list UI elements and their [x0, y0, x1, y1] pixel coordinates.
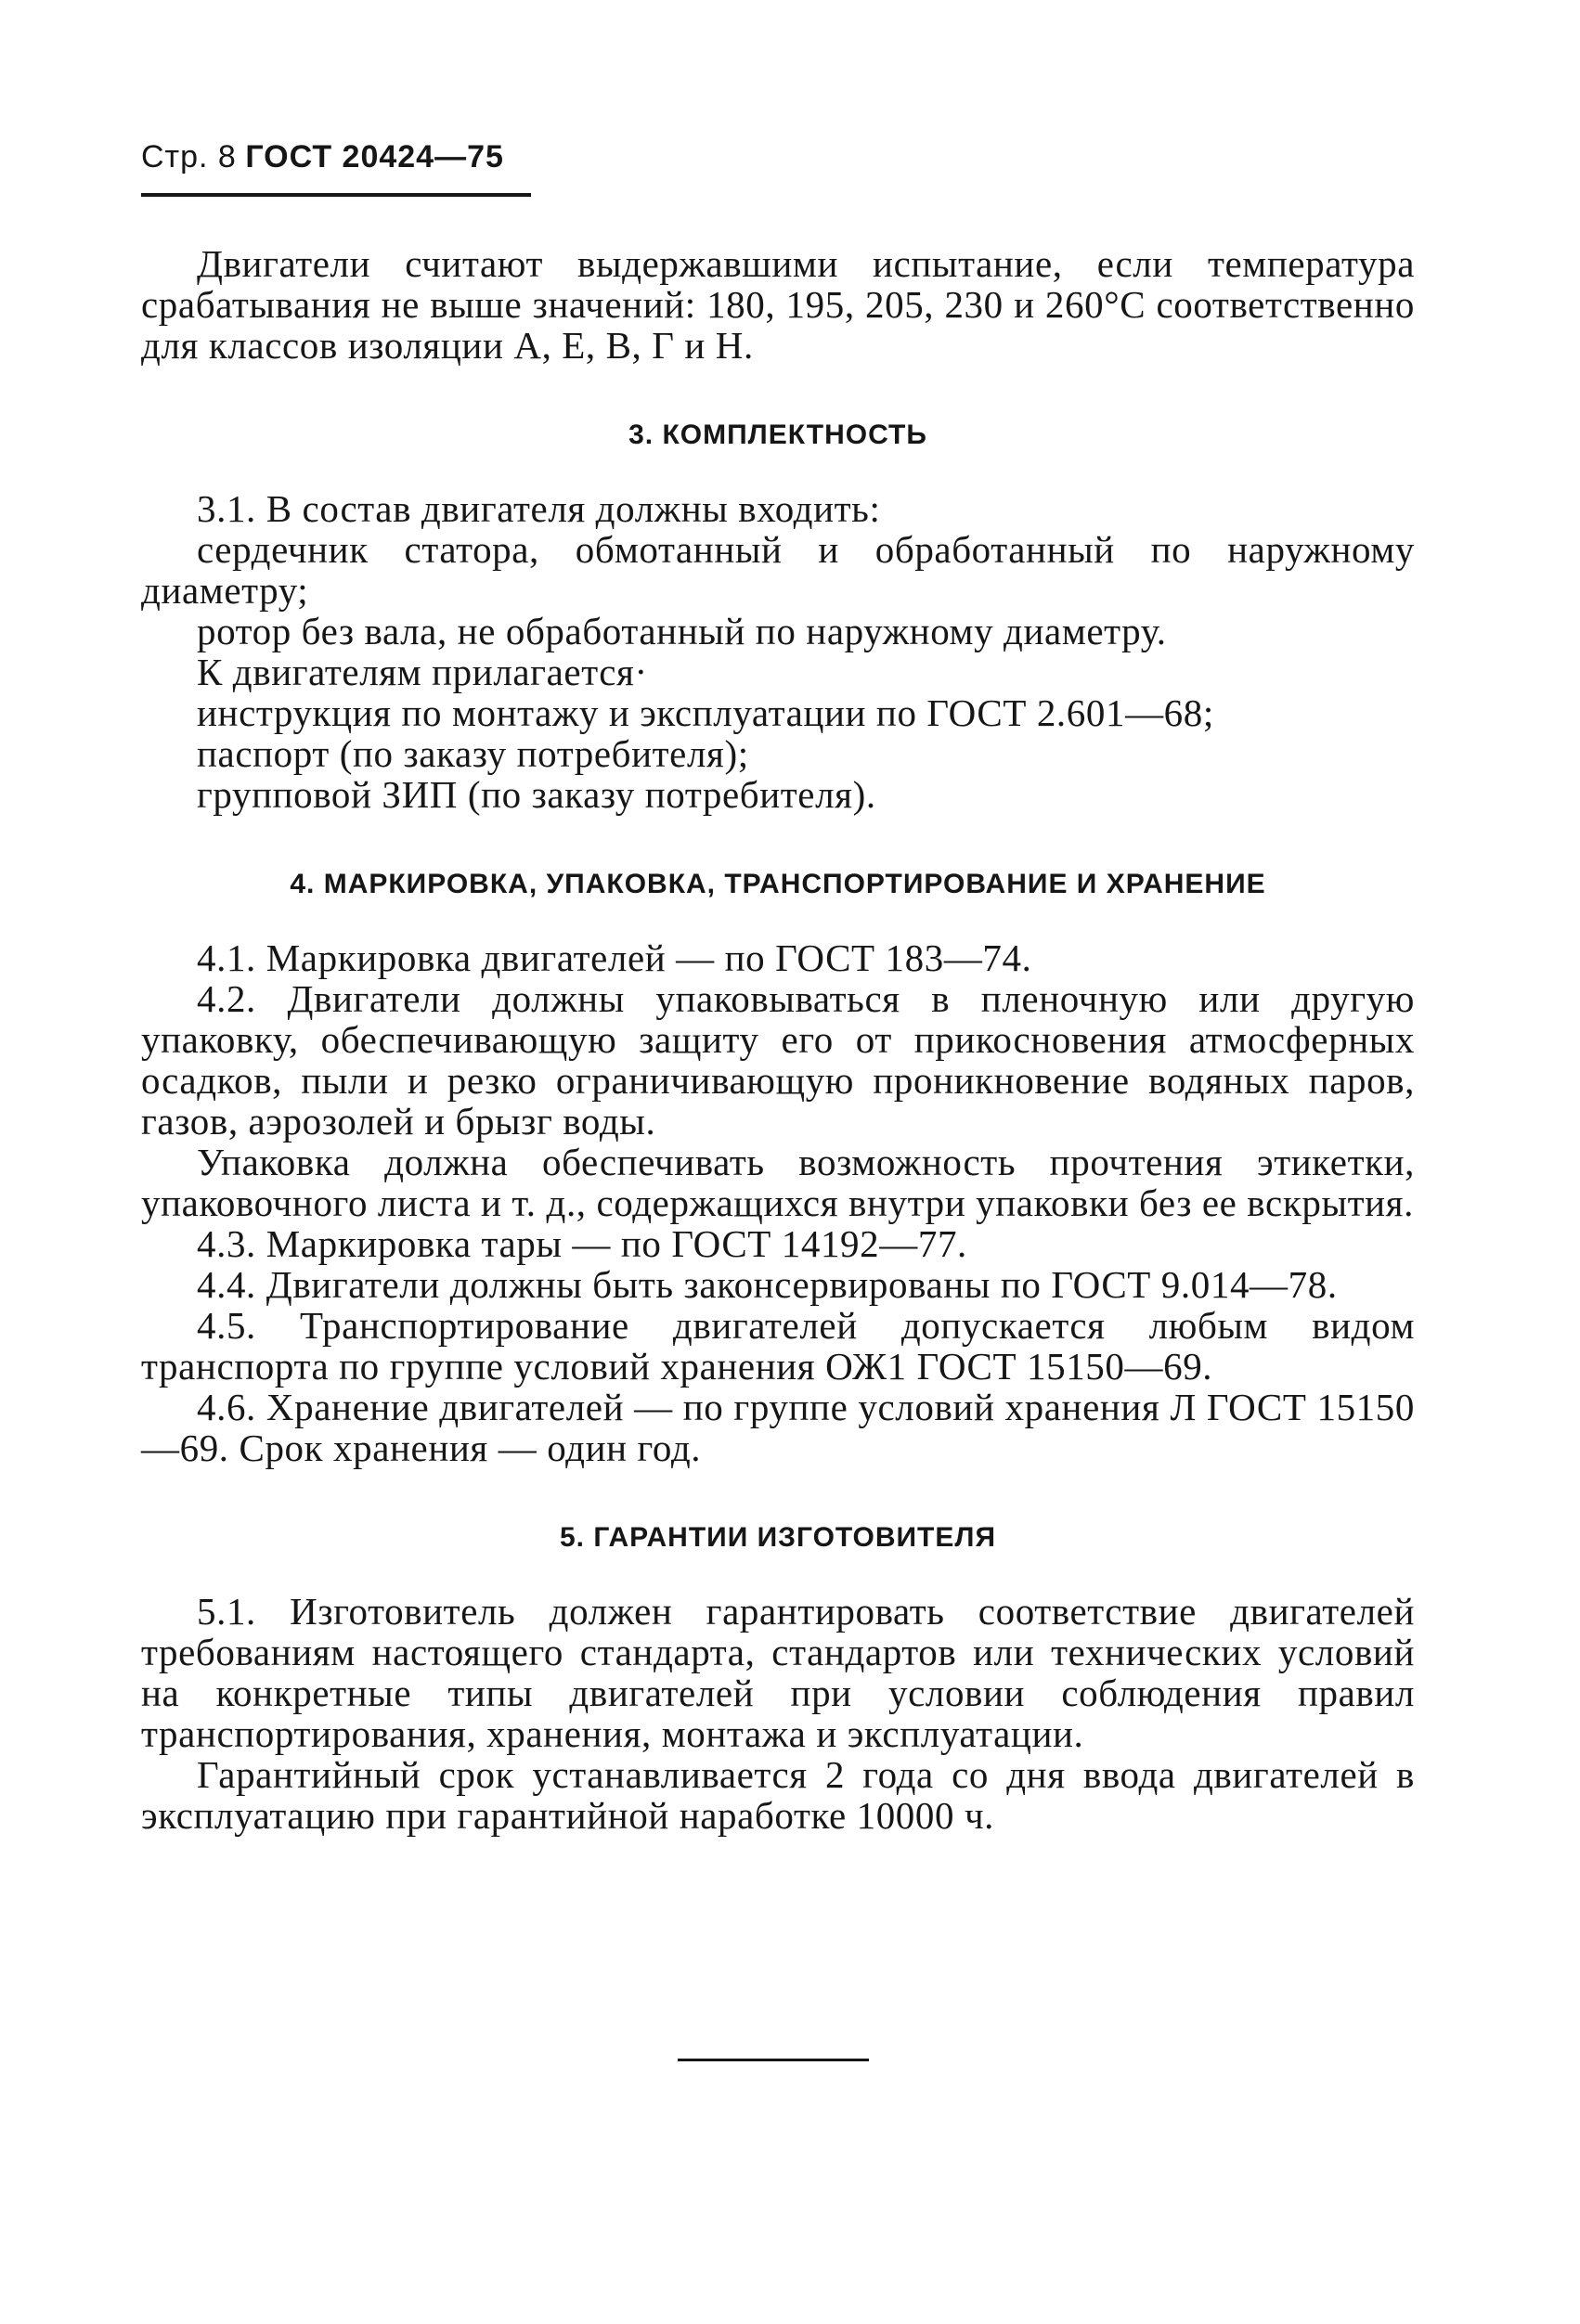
section-3-heading: 3. КОМПЛЕКТНОСТЬ	[628, 420, 927, 450]
section-3-paragraph: сердечник статора, обмотанный и обработанный по наружному диаметру;	[141, 528, 1415, 612]
section-3-paragraph: инструкция по монтажу и эксплуатации по ГОСТ 2.601—68;	[197, 691, 1214, 734]
section-3-paragraph: К двигателям прилагается·	[197, 651, 648, 693]
header-rule	[141, 193, 531, 197]
section-3-paragraph: 3.1. В состав двигателя должны входить:	[197, 487, 881, 530]
section-3-paragraph: групповой ЗИП (по заказу потребителя).	[197, 773, 876, 816]
section-5-heading: 5. ГАРАНТИИ ИЗГОТОВИТЕЛЯ	[559, 1522, 996, 1553]
section-3-paragraph: ротор без вала, не обработанный по наружному диаметру.	[197, 610, 1167, 652]
section-4-paragraph: 4.1. Маркировка двигателей — по ГОСТ 183—74.	[197, 936, 1032, 979]
section-5-paragraph: Гарантийный срок устанавливается 2 года со дня ввода двигателей в эксплуатацию при гарантийной наработке 10000 ч.	[141, 1753, 1415, 1837]
section-4-heading: 4. МАРКИРОВКА, УПАКОВКА, ТРАНСПОРТИРОВАНИЕ И ХРАНЕНИЕ	[290, 869, 1266, 899]
section-4-paragraph: 4.5. Транспортирование двигателей допускается любым видом транспорта по группе условий хранения ОЖ1 ГОСТ 15150—69.	[141, 1304, 1415, 1388]
page-header	[141, 139, 504, 175]
section-4-paragraph: 4.6. Хранение двигателей — по группе условий хранения Л ГОСТ 15150—69. Срок хранения — один год.	[141, 1386, 1415, 1469]
end-rule	[678, 2059, 869, 2061]
section-4-paragraph: 4.4. Двигатели должны быть законсервированы по ГОСТ 9.014—78.	[197, 1263, 1338, 1306]
section-5-paragraph: 5.1. Изготовитель должен гарантировать соответствие двигателей требованиям настоящего стандарта, стандартов или технических условий на конкретные типы двигателей при условии соблюдения правил транспортирования, хранения, монтажа и эксплуатации.	[141, 1590, 1415, 1755]
standard-number: ГОСТ 20424—75	[245, 139, 504, 174]
document-body	[141, 243, 1415, 1836]
section-4-paragraph: 4.2. Двигатели должны упаковываться в пленочную или другую упаковку, обеспечивающую защиту его от прикосновения атмосферных осадков, пыли и резко ограничивающую проникновение водяных паров, газов, аэрозолей и брызг воды.	[141, 977, 1415, 1143]
section-3-paragraph: паспорт (по заказу потребителя);	[197, 732, 749, 775]
section-4-paragraph: Упаковка должна обеспечивать возможность прочтения этикетки, упаковочного листа и т. д., содержащихся внутри упаковки без ее вскрытия.	[141, 1141, 1415, 1224]
page-number: Стр. 8	[141, 139, 237, 174]
section-4-paragraph: 4.3. Маркировка тары — по ГОСТ 14192—77.	[197, 1222, 967, 1265]
intro-paragraph: Двигатели считают выдержавшими испытание, если температура срабатывания не выше значений: 180, 195, 205, 230 и 260°С соответственно для классов изоляции А, Е, В, Г и Н.	[141, 242, 1415, 367]
